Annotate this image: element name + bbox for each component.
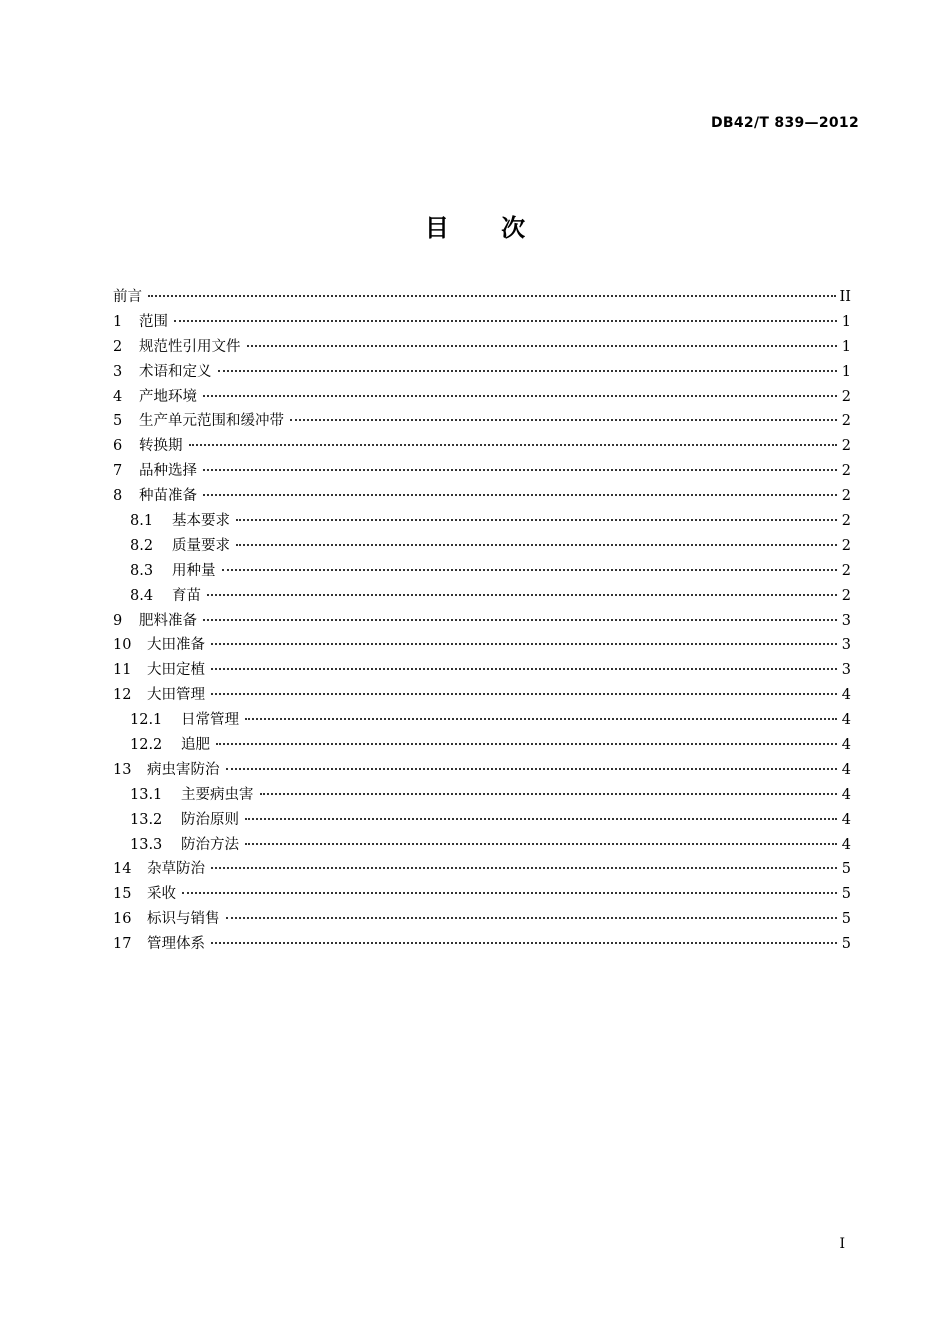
toc-entry-number: 16	[113, 911, 132, 928]
toc-entry-number: 11	[113, 662, 132, 679]
toc-entry[interactable]	[113, 509, 851, 534]
toc-entry-page: 5	[841, 911, 851, 928]
toc-entry[interactable]	[113, 385, 851, 410]
toc-dot-leader	[245, 718, 837, 720]
toc-entry[interactable]	[113, 360, 851, 385]
toc-dot-leader	[226, 768, 838, 770]
toc-entry-page: 5	[841, 936, 851, 953]
toc-entry-page: 2	[841, 388, 851, 405]
toc-dot-leader	[236, 519, 837, 521]
toc-entry-page: 2	[841, 513, 851, 530]
toc-entry-title: 肥料准备	[139, 612, 197, 629]
toc-entry-number: 12.1	[130, 712, 163, 729]
toc-title: 目 次	[424, 214, 526, 242]
toc-entry[interactable]	[113, 783, 851, 808]
toc-dot-leader	[247, 345, 838, 347]
toc-entry[interactable]	[113, 459, 851, 484]
toc-entry-number: 15	[113, 886, 132, 903]
toc-entry-page: 4	[841, 687, 851, 704]
toc-entry-number: 9	[113, 612, 123, 629]
toc-entry-title: 主要病虫害	[181, 786, 254, 803]
toc-dot-leader	[189, 444, 838, 446]
toc-entry-page: 4	[841, 737, 851, 754]
toc-entry[interactable]	[113, 534, 851, 559]
toc-entry[interactable]	[113, 907, 851, 932]
toc-dot-leader	[211, 693, 837, 695]
toc-dot-leader	[236, 544, 837, 546]
toc-entry-title: 管理体系	[147, 936, 205, 953]
toc-dot-leader	[148, 295, 836, 297]
toc-entry-page: 1	[841, 338, 851, 355]
toc-entry-title: 病虫害防治	[147, 761, 220, 778]
toc-entry-title: 范围	[139, 313, 168, 330]
toc-entry[interactable]	[113, 609, 851, 634]
toc-entry-page: 3	[841, 637, 851, 654]
toc-dot-leader	[245, 843, 837, 845]
toc-entry-title: 日常管理	[181, 712, 239, 729]
toc-entry-page: 5	[841, 861, 851, 878]
toc-entry-title: 大田定植	[147, 662, 205, 679]
page-number: I	[839, 1236, 845, 1252]
toc-entry-title: 采收	[147, 886, 176, 903]
toc-entry-title: 术语和定义	[139, 363, 212, 380]
toc-dot-leader	[260, 793, 838, 795]
toc-dot-leader	[222, 569, 838, 571]
toc-entry[interactable]	[113, 708, 851, 733]
toc-entry-number: 14	[113, 861, 132, 878]
toc-entry-page: 4	[841, 786, 851, 803]
toc-entry[interactable]	[113, 683, 851, 708]
toc-entry[interactable]	[113, 559, 851, 584]
toc-entry-number: 8.3	[130, 562, 154, 579]
toc-entry[interactable]	[113, 434, 851, 459]
toc-entry-number: 12.2	[130, 737, 163, 754]
toc-entry-number: 8	[113, 488, 123, 505]
toc-dot-leader	[207, 594, 837, 596]
toc-dot-leader	[211, 643, 837, 645]
toc-dot-leader	[211, 668, 837, 670]
toc-entry-number: 8.1	[130, 513, 154, 530]
table-of-contents	[113, 285, 851, 957]
toc-entry-number: 6	[113, 438, 123, 455]
toc-entry-title: 基本要求	[172, 513, 230, 530]
toc-dot-leader	[203, 395, 837, 397]
document-code: DB42/T 839—2012	[711, 115, 859, 131]
toc-dot-leader	[290, 419, 837, 421]
toc-entry-page: 2	[841, 488, 851, 505]
toc-entry-number: 1	[113, 313, 123, 330]
toc-entry-page: 2	[841, 537, 851, 554]
toc-entry[interactable]	[113, 484, 851, 509]
toc-entry-page: 4	[841, 836, 851, 853]
toc-dot-leader	[245, 818, 837, 820]
toc-entry-title: 前言	[113, 289, 142, 305]
toc-entry[interactable]	[113, 584, 851, 609]
toc-dot-leader	[211, 942, 837, 944]
toc-entry-number: 17	[113, 936, 132, 953]
toc-entry-page: 2	[841, 438, 851, 455]
toc-entry-number: 2	[113, 338, 123, 355]
toc-entry-number: 12	[113, 687, 132, 704]
toc-entry-page: 2	[841, 587, 851, 604]
toc-entry-number: 13	[113, 761, 132, 778]
toc-entry[interactable]	[113, 633, 851, 658]
toc-entry[interactable]	[113, 285, 851, 310]
toc-entry[interactable]	[113, 932, 851, 957]
toc-entry-title: 品种选择	[139, 463, 197, 480]
toc-dot-leader	[182, 892, 837, 894]
toc-entry-title: 转换期	[139, 438, 183, 455]
toc-entry[interactable]	[113, 658, 851, 683]
toc-entry-page: 3	[841, 612, 851, 629]
toc-entry-title: 大田准备	[147, 637, 205, 654]
toc-entry-page: 2	[841, 463, 851, 480]
toc-entry-title: 规范性引用文件	[139, 338, 241, 355]
toc-entry-number: 7	[113, 463, 123, 480]
toc-entry-number: 8.2	[130, 537, 154, 554]
toc-entry-page: II	[839, 289, 851, 305]
toc-dot-leader	[218, 370, 838, 372]
toc-entry-title: 防治方法	[181, 836, 239, 853]
toc-entry-title: 追肥	[181, 737, 210, 754]
toc-entry-title: 防治原则	[181, 811, 239, 828]
toc-entry[interactable]	[113, 335, 851, 360]
toc-entry[interactable]	[113, 808, 851, 833]
toc-entry-title: 标识与销售	[147, 911, 220, 928]
toc-entry[interactable]	[113, 882, 851, 907]
toc-entry-title: 育苗	[172, 587, 201, 604]
toc-entry-page: 2	[841, 413, 851, 430]
toc-entry-page: 5	[841, 886, 851, 903]
toc-entry-number: 8.4	[130, 587, 154, 604]
toc-entry-title: 大田管理	[147, 687, 205, 704]
toc-entry-title: 生产单元范围和缓冲带	[139, 413, 284, 430]
toc-dot-leader	[216, 743, 837, 745]
toc-entry-number: 13.3	[130, 836, 163, 853]
toc-entry-number: 10	[113, 637, 132, 654]
toc-entry-title: 杂草防治	[147, 861, 205, 878]
toc-dot-leader	[203, 494, 837, 496]
toc-entry-title: 用种量	[172, 562, 216, 579]
toc-entry-number: 13.2	[130, 811, 163, 828]
toc-entry[interactable]	[113, 409, 851, 434]
toc-entry-number: 5	[113, 413, 123, 430]
toc-entry-title: 产地环境	[139, 388, 197, 405]
toc-entry[interactable]	[113, 758, 851, 783]
toc-entry-page: 4	[841, 811, 851, 828]
toc-entry[interactable]	[113, 857, 851, 882]
toc-entry-page: 1	[841, 313, 851, 330]
toc-entry-page: 3	[841, 662, 851, 679]
toc-entry[interactable]	[113, 733, 851, 758]
toc-entry[interactable]	[113, 310, 851, 335]
toc-entry-page: 4	[841, 761, 851, 778]
toc-dot-leader	[226, 917, 838, 919]
toc-entry[interactable]	[113, 833, 851, 858]
toc-entry-number: 3	[113, 363, 123, 380]
toc-entry-number: 13.1	[130, 786, 163, 803]
toc-dot-leader	[211, 867, 837, 869]
toc-entry-title: 种苗准备	[139, 488, 197, 505]
toc-entry-number: 4	[113, 388, 123, 405]
toc-dot-leader	[203, 469, 837, 471]
toc-dot-leader	[203, 619, 837, 621]
toc-dot-leader	[174, 320, 837, 322]
toc-entry-page: 1	[841, 363, 851, 380]
toc-entry-title: 质量要求	[172, 537, 230, 554]
toc-entry-page: 4	[841, 712, 851, 729]
toc-entry-page: 2	[841, 562, 851, 579]
